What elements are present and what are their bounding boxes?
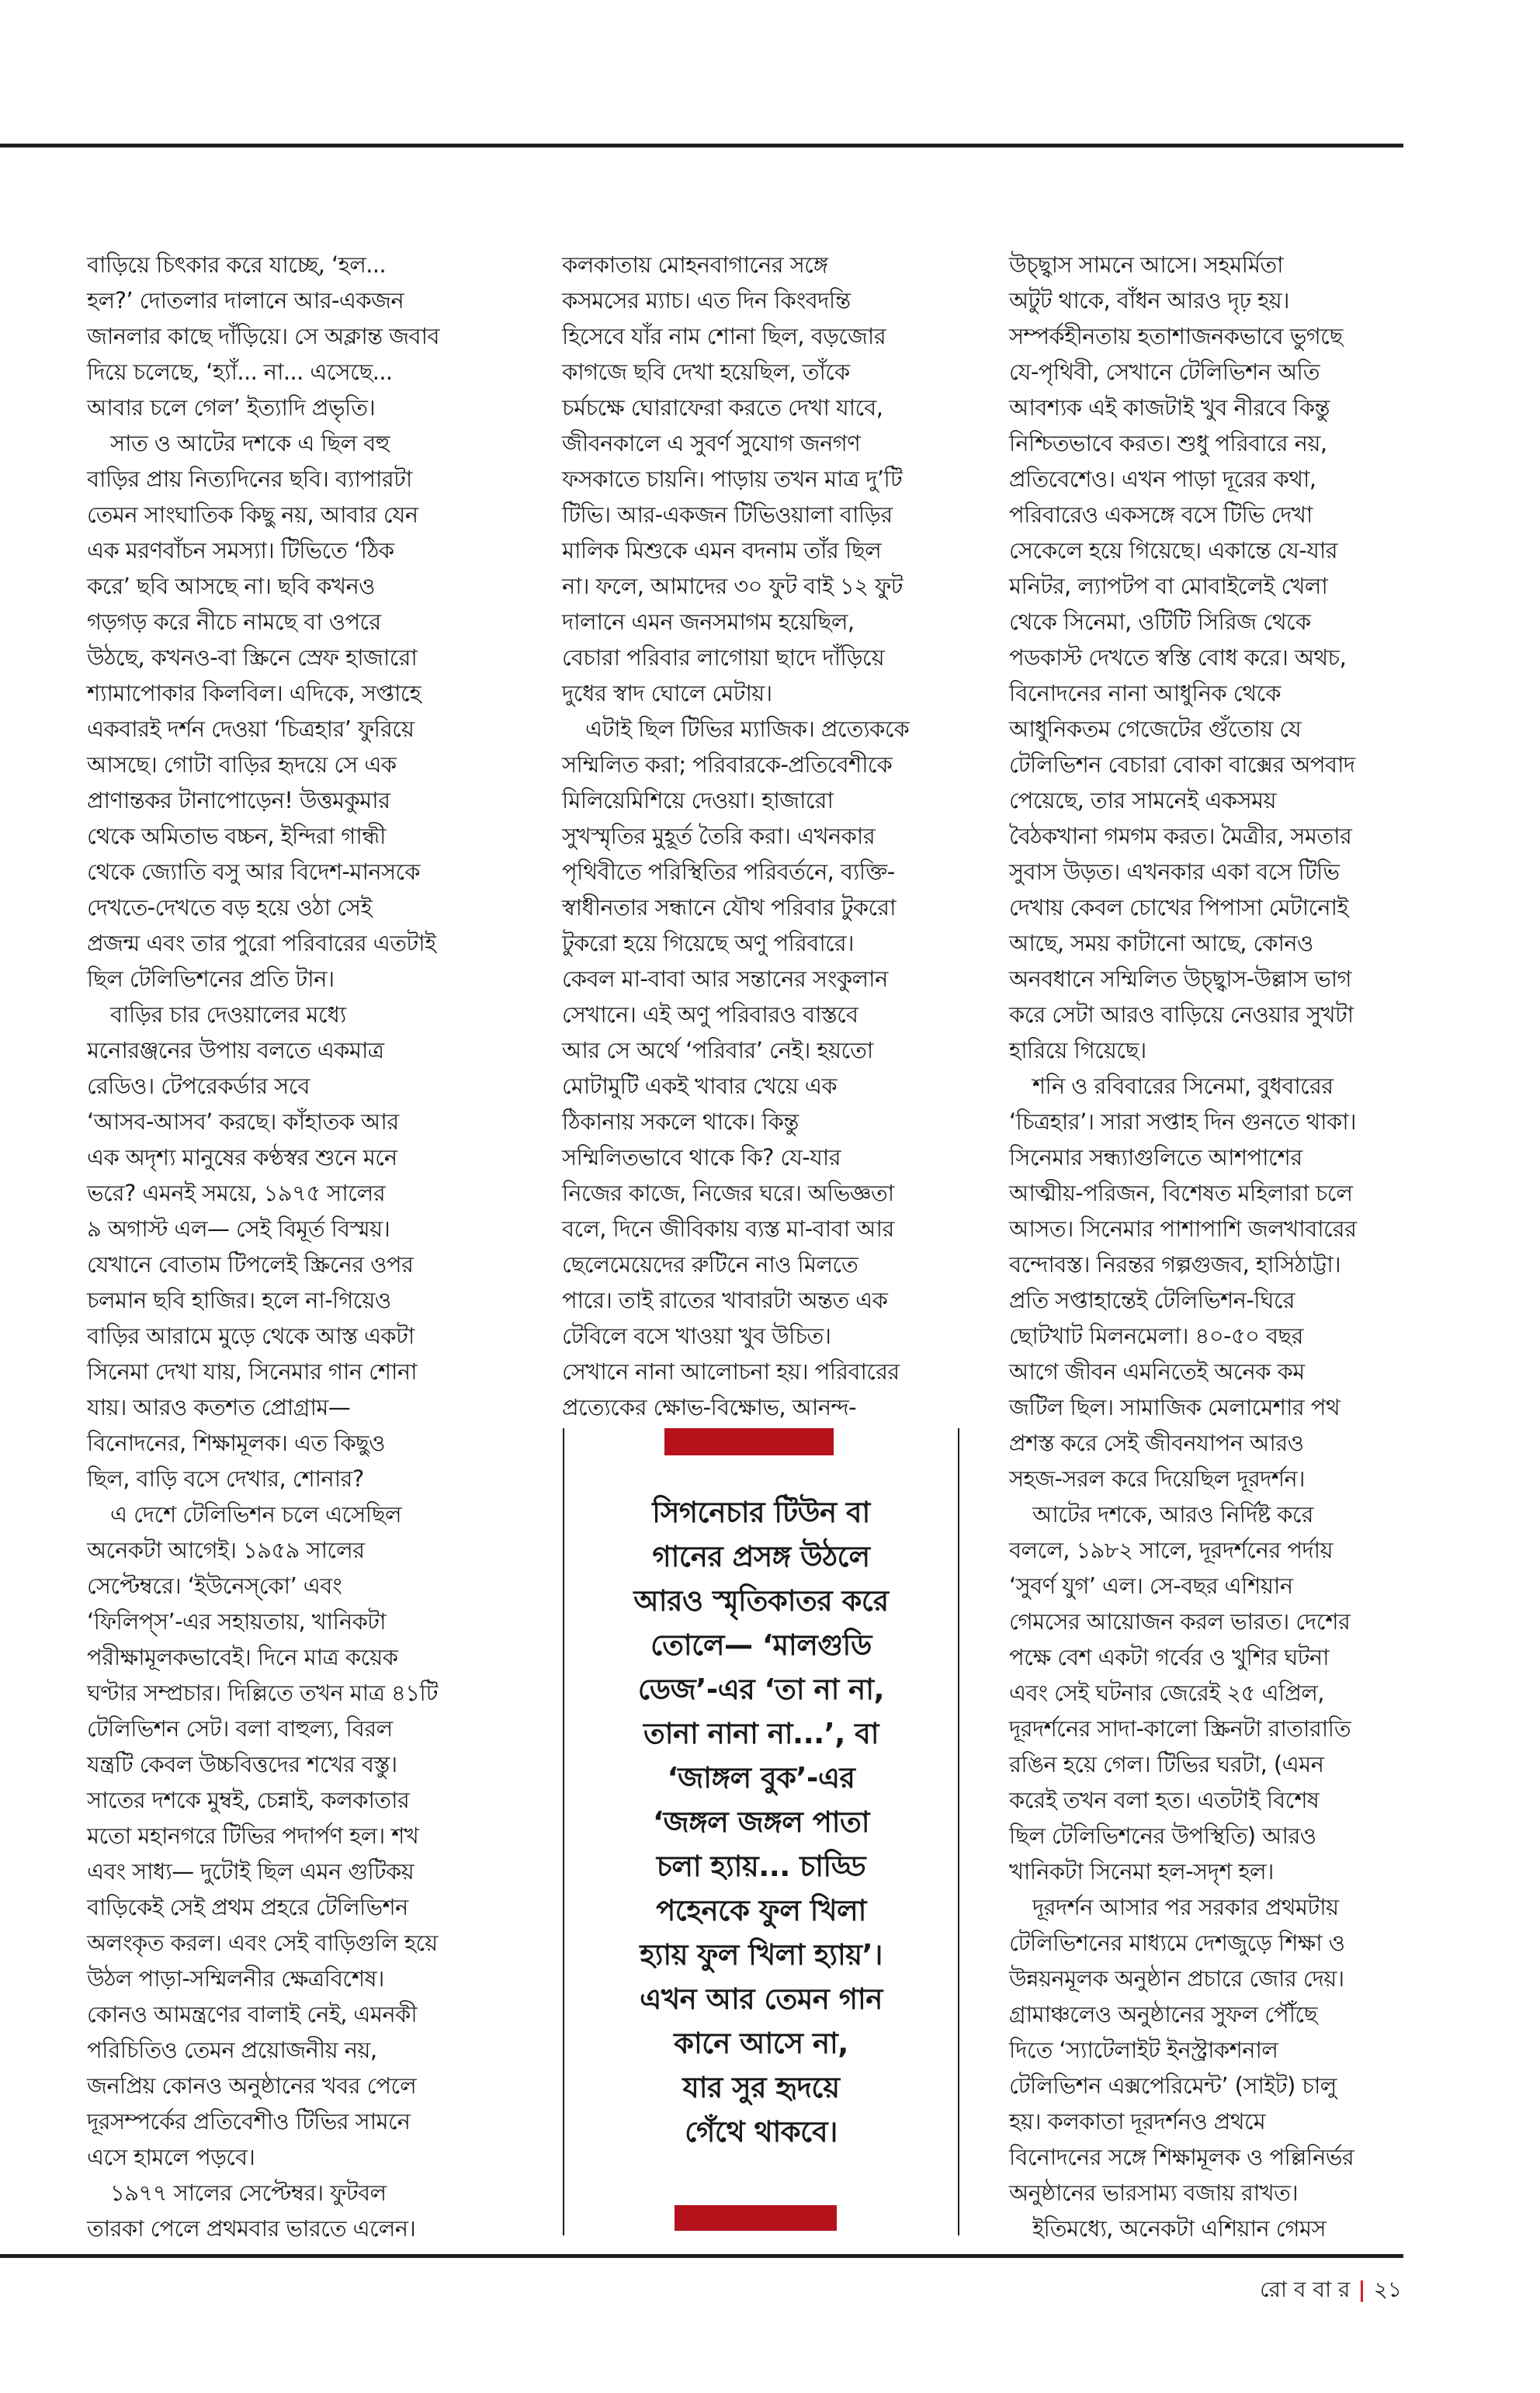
text-line: সেখানে। এই অণু পরিবারও বাস্তবে [562,1001,858,1028]
text-line: আর সে অর্থে ‘পরিবার’ নেই। হয়তো [562,1037,873,1063]
text-line: টুকরো হয়ে গিয়েছে অণু পরিবারে। [562,930,854,956]
page-footer [1260,2276,1402,2304]
text-line: মনোরঞ্জনের উপায় বলতে একমাত্র [87,1037,384,1063]
pull-quote-line: আরও স্মৃতিকাতর করে [633,1584,889,1618]
text-line: উঠছে, কখনও-বা স্ক্রিনে স্রেফ হাজারো [87,644,418,671]
text-line: ছেলেমেয়েদের রুটিনে নাও মিলতে [562,1251,858,1278]
text-line: বললে, ১৯৮২ সালে, দূরদর্শনের পর্দায় [1009,1537,1333,1563]
text-line: মতো মহানগরে টিভির পদার্পণ হল। শখ [87,1822,419,1849]
text-line: প্রজন্ম এবং তার পুরো পরিবারের এতটাই [87,930,436,956]
text-line: এক মরণবাঁচন সমস্যা। টিভিতে ‘ঠিক [87,537,394,564]
text-line: দুধের স্বাদ ঘোলে মেটায়। [562,680,772,706]
text-line: শ্যামাপোকার কিলবিল। এদিকে, সপ্তাহে [87,680,421,706]
text-line: নিজের কাজে, নিজের ঘরে। অভিজ্ঞতা [562,1180,894,1206]
text-line: ‘আসব-আসব’ করছে। কাঁহাতক আর [87,1108,399,1135]
text-line: সাত ও আটের দশকে এ ছিল বহু [110,430,390,456]
text-line: শনি ও রবিবারের সিনেমা, বুধবারের [1032,1073,1334,1099]
text-line: পরীক্ষামূলকভাবেই। দিনে মাত্র কয়েক [87,1644,398,1670]
text-line: যেখানে বোতাম টিপলেই স্ক্রিনের ওপর [87,1251,414,1278]
text-line: হারিয়ে গিয়েছে। [1009,1037,1146,1063]
text-line: বাড়িয়ে চিৎকার করে যাচ্ছে, ‘হল... [87,251,387,278]
text-line: তারকা পেলে প্রথমবার ভারতে এলেন। [87,2215,416,2242]
text-line: জনপ্রিয় কোনও অনুষ্ঠানের খবর পেলে [87,2072,417,2099]
text-line: হিসেবে যাঁর নাম শোনা ছিল, বড়জোর [562,323,886,349]
text-line: গেমসের আয়োজন করল ভারত। দেশের [1009,1608,1351,1635]
text-line: ফসকাতে চায়নি। পাড়ায় তখন মাত্র দু’টি [562,466,903,492]
pull-quote-red-bar-bottom [675,2205,837,2231]
text-line: আবশ্যক এই কাজটাই খুব নীরবে কিন্তু [1009,394,1330,421]
text-line: মালিক মিশুকে এমন বদনাম তাঁর ছিল [562,537,882,564]
top-rule [0,144,1403,147]
text-line: কাগজে ছবি দেখা হয়েছিল, তাঁকে [562,359,850,385]
text-line: সিনেমার সন্ধ্যাগুলিতে আশপাশের [1009,1144,1302,1170]
text-line: আগে জীবন এমনিতেই অনেক কম [1009,1358,1305,1385]
text-line: পক্ষে বেশ একটা গর্বের ও খুশির ঘটনা [1009,1644,1329,1670]
text-line: বিনোদনের সঙ্গে শিক্ষামূলক ও পল্লিনির্ভর [1009,2144,1354,2170]
pull-quote-box [563,1428,959,2235]
text-line: দালানে এমন জনসমাগম হয়েছিল, [562,609,855,635]
footer-separator: | [1358,2277,1366,2302]
text-line: আধুনিকতম গেজেটের গুঁতোয় যে [1009,716,1302,742]
text-line: উচ্ছ্বাস সামনে আসে। সহমর্মিতা [1009,251,1283,278]
text-line: ‘চিত্রহার’। সারা সপ্তাহ দিন গুনতে থাকা। [1009,1108,1356,1135]
pull-quote-line: চলা হ্যায়... চাড্ডি [656,1850,866,1883]
pull-quote-line: কানে আসে না, [674,2027,848,2060]
bottom-rule [0,2254,1403,2258]
text-line: প্রাণান্তকর টানাপোড়েন! উত্তমকুমার [87,787,390,813]
text-line: স্বাধীনতার সন্ধানে যৌথ পরিবার টুকরো [562,894,896,921]
pull-quote-line: ‘জাঙ্গল বুক’-এর [667,1761,855,1795]
text-line: হয়। কলকাতা দূরদর্শনও প্রথমে [1009,2108,1266,2135]
text-line: ছিল টেলিভিশনের প্রতি টান। [87,966,335,992]
text-line: নিশ্চিতভাবে করত। শুধু পরিবারে নয়, [1009,430,1327,456]
text-line: অটুট থাকে, বাঁধন আরও দৃঢ় হয়। [1009,287,1289,314]
text-line: দূরসম্পর্কের প্রতিবেশীও টিভির সামনে [87,2108,411,2135]
text-line: অনেকটা আগেই। ১৯৫৯ সালের [87,1537,365,1563]
text-line: দেখতে-দেখতে বড় হয়ে ওঠা সেই [87,894,372,921]
pull-quote-red-bar-top [664,1428,834,1455]
text-line: গড়গড় করে নীচে নামছে বা ওপরে [87,609,381,635]
text-line: সুবাস উড়ত। এখনকার একা বসে টিভি [1009,858,1340,885]
text-line: টেবিলে বসে খাওয়া খুব উচিত। [562,1323,831,1349]
text-line: সেপ্টেম্বরে। ‘ইউনেস্‌কো’ এবং [87,1573,342,1599]
text-line: প্রতি সপ্তাহান্তেই টেলিভিশন-ঘিরে [1009,1287,1295,1313]
text-line: করেই তখন বলা হত। এতটাই বিশেষ [1009,1787,1320,1813]
text-line: টিভি। আর-একজন টিভিওয়ালা বাড়ির [562,501,893,528]
text-line: চলমান ছবি হাজির। হলে না-গিয়েও [87,1287,391,1313]
pull-quote-line: যার সুর হৃদয়ে [682,2071,840,2104]
text-line: সাতের দশকে মুম্বই, চেন্নাই, কলকাতার [87,1787,410,1813]
text-line: সেখানে নানা আলোচনা হয়। পরিবারের [562,1358,900,1385]
text-line: ছিল, বাড়ি বসে দেখার, শোনার? [87,1465,364,1492]
text-line: বন্দোবস্ত। নিরন্তর গল্পগুজব, হাসিঠাট্টা। [1009,1251,1341,1278]
pull-quote-line: ‘জঙ্গল জঙ্গল পাতা [652,1805,870,1839]
text-line: কেবল মা-বাবা আর সন্তানের সংকুলান [562,966,888,992]
article-column-1 [87,247,522,2246]
text-line: সিনেমা দেখা যায়, সিনেমার গান শোনা [87,1358,417,1385]
text-line: সম্মিলিত করা; পরিবারকে-প্রতিবেশীকে [562,751,893,778]
text-line: পরিচিতিও তেমন প্রয়োজনীয় নয়, [87,2037,377,2063]
text-line: আবার চলে গেল’ ইত্যাদি প্রভৃতি। [87,394,376,421]
text-line: জীবনকালে এ সুবর্ণ সুযোগ জনগণ [562,430,861,456]
pull-quote-line: তোলে— ‘মালগুডি [650,1628,872,1662]
pull-quote-line: পহেনকে ফুল খিলা [656,1894,866,1927]
text-line: ইতিমধ্যে, অনেকটা এশিয়ান গেমস [1032,2215,1326,2242]
text-line: ঠিকানায় সকলে থাকে। কিন্তু [562,1108,799,1135]
text-line: সম্মিলিতভাবে থাকে কি? যে-যার [562,1144,841,1170]
text-line: দিতে ‘স্যাটেলাইট ইনস্ট্রাকশনাল [1009,2037,1278,2063]
text-line: কলকাতায় মোহনবাগানের সঙ্গে [562,251,828,278]
text-line: ঘণ্টার সম্প্রচার। দিল্লিতে তখন মাত্র ৪১টি [87,1680,438,1706]
text-line: আসত। সিনেমার পাশাপাশি জলখাবারের [1009,1216,1357,1242]
text-line: ১৯৭৭ সালের সেপ্টেম্বর। ফুটবল [110,2180,387,2206]
text-line: পৃথিবীতে পরিস্থিতির পরিবর্তনে, ব্যক্তি- [562,858,895,885]
text-line: যন্ত্রটি কেবল উচ্চবিত্তদের শখের বস্তু। [87,1751,397,1777]
pull-quote-text [564,1490,958,2154]
text-line: চর্মচক্ষে ঘোরাফেরা করতে দেখা যাবে, [562,394,883,421]
text-line: করে’ ছবি আসছে না। ছবি কখনও [87,573,375,599]
text-line: থেকে অমিতাভ বচ্চন, ইন্দিরা গান্ধী [87,823,386,849]
text-line: আসছে। গোটা বাড়ির হৃদয়ে সে এক [87,751,397,778]
text-line: বিনোদনের, শিক্ষামূলক। এত কিছুও [87,1430,385,1456]
text-line: প্রতিবেশেও। এখন পাড়া দূরের কথা, [1009,466,1316,492]
text-line: টেলিভিশন সেট। বলা বাহুল্য, বিরল [87,1715,393,1742]
text-line: বাড়ির আরামে মুড়ে থেকে আস্ত একটা [87,1323,414,1349]
text-line: থেকে সিনেমা, ওটিটি সিরিজ থেকে [1009,609,1311,635]
text-line: জানলার কাছে দাঁড়িয়ে। সে অক্লান্ত জবাব [87,323,439,349]
page-number: ২১ [1373,2277,1402,2302]
text-line: মনিটর, ল্যাপটপ বা মোবাইলেই খেলা [1009,573,1328,599]
text-line: দূরদর্শনের সাদা-কালো স্ক্রিনটা রাতারাতি [1009,1715,1351,1742]
text-line: না। ফলে, আমাদের ৩০ ফুট বাই ১২ ফুট [562,573,903,599]
text-line: জটিল ছিল। সামাজিক মেলামেশার পথ [1009,1394,1341,1420]
text-line: টেলিভিশন এক্সপেরিমেন্ট’ (সাইট) চালু [1009,2072,1337,2099]
text-line: যে-পৃথিবী, সেখানে টেলিভিশন অতি [1009,359,1320,385]
pull-quote-line: সিগনেচার টিউন বা [652,1496,870,1529]
pull-quote-line: হ্যায় ফুল খিলা হ্যায়’। [640,1938,883,1972]
text-line: সহজ-সরল করে দিয়েছিল দূরদর্শন। [1009,1465,1305,1492]
text-line: খানিকটা সিনেমা হল-সদৃশ হল। [1009,1858,1274,1885]
text-line: পরিবারেও একসঙ্গে বসে টিভি দেখা [1009,501,1313,528]
text-line: উঠল পাড়া-সম্মিলনীর ক্ষেত্রবিশেষ। [87,1965,384,1992]
text-line: হল?’ দোতলার দালানে আর-একজন [87,287,404,314]
text-line: এ দেশে টেলিভিশন চলে এসেছিল [110,1501,402,1528]
text-line: এবং সাধ্য— দুটোই ছিল এমন গুটিকয় [87,1858,414,1885]
text-line: টেলিভিশনের মাধ্যমে দেশজুড়ে শিক্ষা ও [1009,1930,1345,1956]
text-line: পেয়েছে, তার সামনেই একসময় [1009,787,1277,813]
text-line: কোনও আমন্ত্রণের বালাই নেই, এমনকী [87,2001,418,2027]
text-line: বিনোদনের নানা আধুনিক থেকে [1009,680,1281,706]
text-line: পডকাস্ট দেখতে স্বস্তি বোধ করে। অথচ, [1009,644,1347,671]
text-line: সুখস্মৃতির মুহূর্ত তৈরি করা। এখনকার [562,823,876,849]
text-line: কসমসের ম্যাচ। এত দিন কিংবদন্তি [562,287,851,314]
text-line: এবং সেই ঘটনার জেরেই ২৫ এপ্রিল, [1009,1680,1324,1706]
text-line: আটের দশকে, আরও নির্দিষ্ট করে [1032,1501,1313,1528]
text-line: থেকে জ্যোতি বসু আর বিদেশ-মানসকে [87,858,420,885]
text-line: আত্মীয়-পরিজন, বিশেষত মহিলারা চলে [1009,1180,1353,1206]
text-line: বৈঠকখানা গমগম করত। মৈত্রীর, সমতার [1009,823,1352,849]
text-line: সেকেলে হয়ে গিয়েছে। একান্তে যে-যার [1009,537,1338,564]
text-line: বলে, দিনে জীবিকায় ব্যস্ত মা-বাবা আর [562,1216,894,1242]
text-line: ৯ অগাস্ট এল— সেই বিমূর্ত বিস্ময়। [87,1216,390,1242]
text-line: ছোটখাট মিলনমেলা। ৪০-৫০ বছর [1009,1323,1303,1349]
text-line: মিলিয়েমিশিয়ে দেওয়া। হাজারো [562,787,834,813]
text-line: উন্নয়নমূলক অনুষ্ঠান প্রচারে জোর দেয়। [1009,1965,1344,1992]
text-line: মোটামুটি একই খাবার খেয়ে এক [562,1073,838,1099]
text-line: গ্রামাঞ্চলেও অনুষ্ঠানের সুফল পৌঁছে [1009,2001,1318,2027]
text-line: প্রশস্ত করে সেই জীবনযাপন আরও [1009,1430,1304,1456]
article-column-2 [562,247,981,1425]
text-line: ছিল টেলিভিশনের উপস্থিতি) আরও [1009,1822,1316,1849]
text-line: বাড়ির প্রায় নিত্যদিনের ছবি। ব্যাপারটা [87,466,412,492]
text-line: অলংকৃত করল। এবং সেই বাড়িগুলি হয়ে [87,1930,438,1956]
pull-quote-line: ডেজ’-এর ‘তা না না, [637,1673,885,1706]
text-line: করে সেটা আরও বাড়িয়ে নেওয়ার সুখটা [1009,1001,1354,1028]
text-line: অনবধানে সম্মিলিত উচ্ছ্বাস-উল্লাস ভাগ [1009,966,1351,992]
pull-quote-line: গানের প্রসঙ্গ উঠলে [652,1540,870,1573]
text-line: দিয়ে চলেছে, ‘হ্যাঁ... না... এসেছে... [87,359,393,385]
text-line: এটাই ছিল টিভির ম্যাজিক। প্রত্যেককে [585,716,910,742]
text-line: পারে। তাই রাতের খাবারটা অন্তত এক [562,1287,888,1313]
text-line: সম্পর্কহীনতায় হতাশাজনকভাবে ভুগছে [1009,323,1343,349]
text-line: টেলিভিশন বেচারা বোকা বাক্সের অপবাদ [1009,751,1355,778]
pull-quote-line: এখন আর তেমন গান [640,1982,883,2016]
text-line: প্রত্যেকের ক্ষোভ-বিক্ষোভ, আনন্দ- [562,1394,857,1420]
text-line: এক অদৃশ্য মানুষের কণ্ঠস্বর শুনে মনে [87,1144,397,1170]
text-line: রঙিন হয়ে গেল। টিভির ঘরটা, (এমন [1009,1751,1324,1777]
text-line: একবারই দর্শন দেওয়া ‘চিত্রহার’ ফুরিয়ে [87,716,414,742]
text-line: ‘ফিলিপ্‌স’-এর সহায়তায়, খানিকটা [87,1608,386,1635]
text-line: দূরদর্শন আসার পর সরকার প্রথমটায় [1032,1894,1339,1920]
text-line: বাড়িকেই সেই প্রথম প্রহরে টেলিভিশন [87,1894,408,1920]
text-line: তেমন সাংঘাতিক কিছু নয়, আবার যেন [87,501,418,528]
text-line: ভরে? এমনই সময়ে, ১৯৭৫ সালের [87,1180,386,1206]
text-line: ‘সুবর্ণ যুগ’ এল। সে-বছর এশিয়ান [1009,1573,1293,1599]
text-line: আছে, সময় কাটানো আছে, কোনও [1009,930,1313,956]
article-column-3 [1009,247,1444,2246]
text-line: এসে হামলে পড়বে। [87,2144,255,2170]
pull-quote-line: গেঁথে থাকবে। [685,2115,838,2148]
text-line: যায়। আরও কতশত প্রোগ্রাম— [87,1394,351,1420]
text-line: বাড়ির চার দেওয়ালের মধ্যে [110,1001,346,1028]
text-line: বেচারা পরিবার লাগোয়া ছাদে দাঁড়িয়ে [562,644,885,671]
text-line: অনুষ্ঠানের ভারসাম্য বজায় রাখত। [1009,2180,1299,2206]
publication-name: রো ব বা র [1260,2277,1351,2302]
text-line: দেখায় কেবল চোখের পিপাসা মেটানোই [1009,894,1348,921]
pull-quote-line: তানা নানা না...’, বা [643,1717,879,1750]
text-line: রেডিও। টেপরেকর্ডার সবে [87,1073,310,1099]
